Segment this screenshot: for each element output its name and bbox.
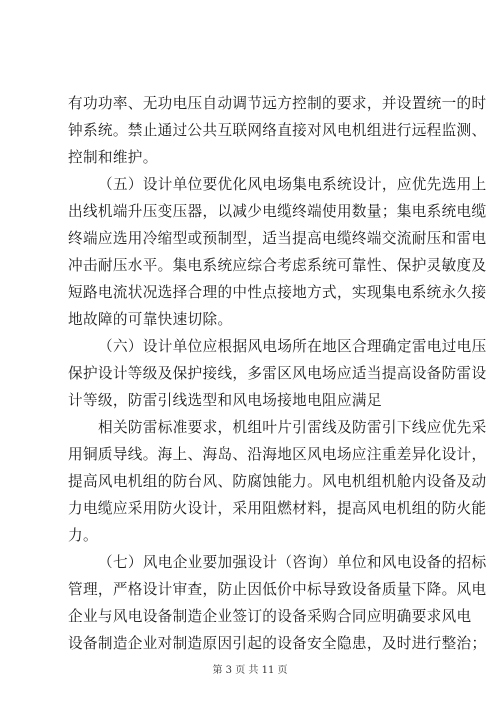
body-text-line-3: 控制和维护。 [68,149,158,166]
body-text-line-11: 保护设计等级及保护接线，多雷区风电场应适当提高设备防雷设 [68,365,487,382]
body-text-line-10: （六）设计单位应根据风电场所在地区合理确定雷电过电压 [98,338,487,355]
body-text-line-7: 冲击耐压水平。集电系统应综合考虑系统可靠性、保护灵敏度及 [68,257,487,274]
body-text-line-5: 出线机端升压变压器，以减少电缆终端使用数量；集电系统电缆 [68,203,487,220]
body-text-line-18: （七）风电企业要加强设计（咨询）单位和风电设备的招标 [98,554,487,571]
body-text-line-20: 企业与风电设备制造企业签订的设备采购合同应明确要求风电 [68,608,472,625]
body-text-line-1: 有功功率、无功电压自动调节远方控制的要求，并设置统一的时 [68,95,487,112]
body-text-line-21: 设备制造企业对制造原因引起的设备安全隐患，及时进行整治； [68,635,487,652]
body-text-line-13: 相关防雷标准要求，机组叶片引雷线及防雷引下线应优先采 [98,419,487,436]
body-text-line-12: 计等级，防雷引线选型和风电场接地电阻应满足 [68,392,382,409]
body-text-line-9: 地故障的可靠快速切除。 [68,311,233,328]
body-text-line-4: （五）设计单位要优化风电场集电系统设计，应优先选用上 [98,176,487,193]
body-text-line-19: 管理，严格设计审查，防止因低价中标导致设备质量下降。风电 [68,581,487,598]
body-text-line-14: 用铜质导线。海上、海岛、沿海地区风电场应注重差异化设计， [68,446,487,463]
body-text-line-17: 力。 [68,527,98,544]
body-text-line-16: 力电缆应采用防火设计，采用阻燃材料，提高风电机组的防火能 [68,500,487,517]
body-text-line-6: 终端应选用冷缩型或预制型，适当提高电缆终端交流耐压和雷电 [68,230,487,247]
page-number-footer: 第 3 页 共 11 页 [212,665,288,676]
body-text-line-15: 提高风电机组的防台风、防腐蚀能力。风电机组机舱内设备及动 [68,473,487,490]
body-text-line-2: 钟系统。禁止通过公共互联网络直接对风电机组进行远程监测、 [68,122,487,139]
body-text-line-8: 短路电流状况选择合理的中性点接地方式，实现集电系统永久接 [68,284,487,301]
